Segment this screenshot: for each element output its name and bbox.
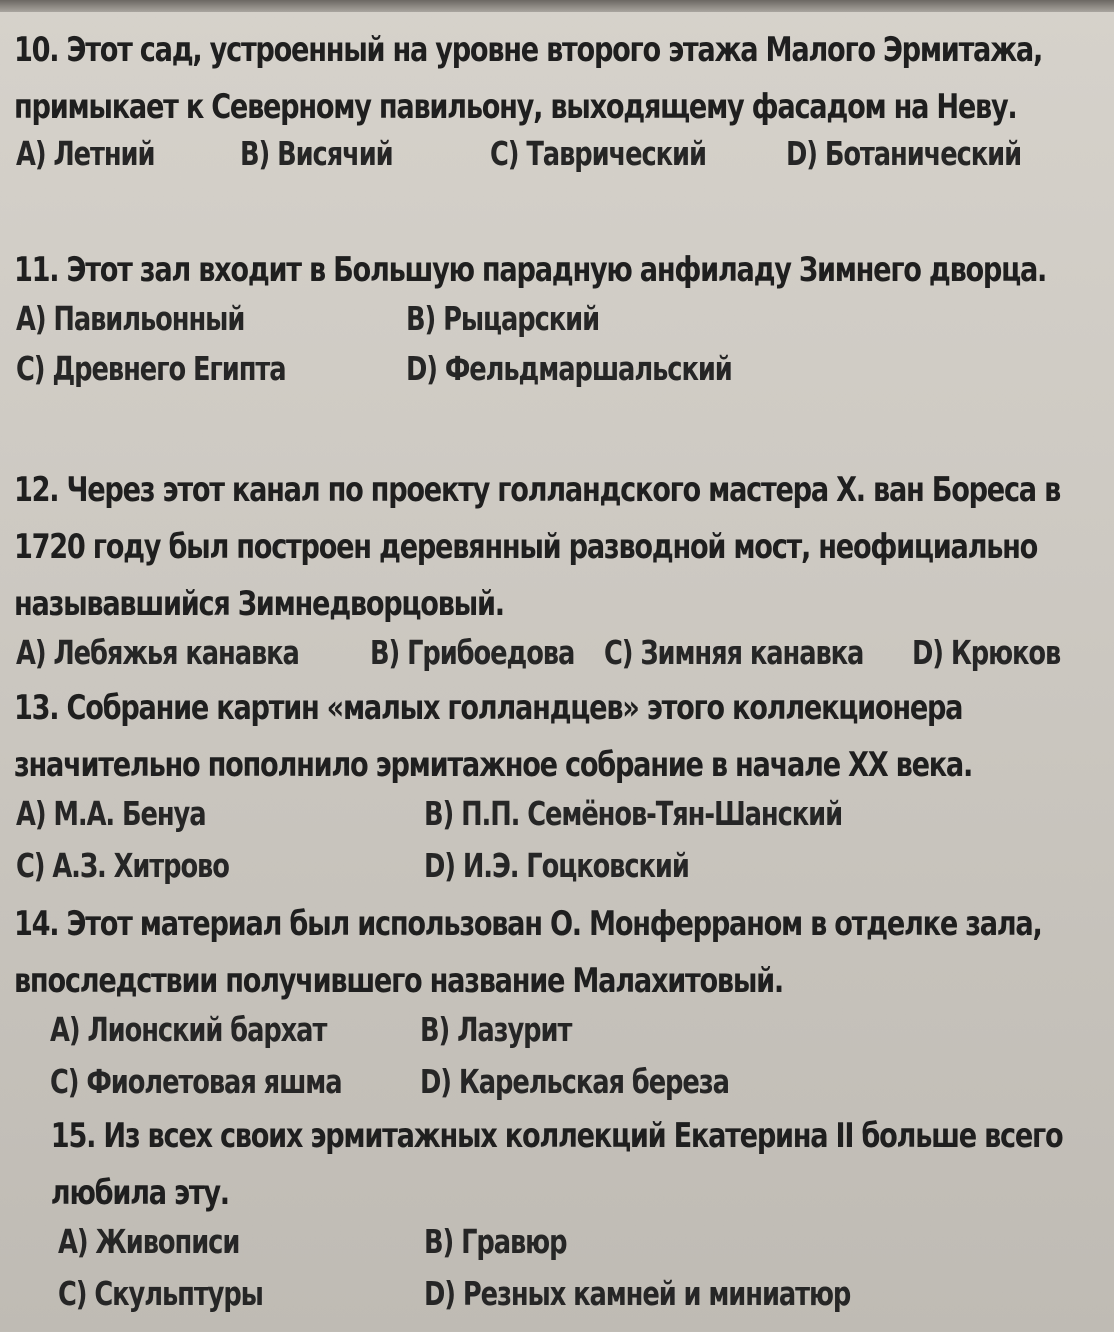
- option-c[interactable]: C) Древнего Египта: [16, 349, 286, 388]
- question-number: 11.: [14, 250, 59, 290]
- option-d[interactable]: D) Ботанический: [786, 134, 1022, 173]
- question-body: Из всех своих эрмитажных коллекций Екатерина II больше всего любила эту.: [50, 1116, 1063, 1213]
- option-b[interactable]: B) Лазурит: [420, 1010, 572, 1049]
- question-text: [14, 680, 1078, 794]
- question-number: 15.: [50, 1116, 96, 1156]
- option-a[interactable]: A) Лионский бархат: [50, 1010, 327, 1049]
- question-13: [14, 680, 1084, 898]
- option-a[interactable]: A) М.А. Бенуа: [16, 794, 206, 833]
- question-body: Этот сад, устроенный на уровне второго этажа Малого Эрмитажа, примыкает к Северному павильону, выходящему фасадом на Неву.: [14, 30, 1043, 127]
- option-a[interactable]: A) Летний: [16, 134, 155, 173]
- option-b[interactable]: B) Рыцарский: [406, 299, 600, 338]
- option-a[interactable]: A) Лебяжья канавка: [16, 633, 299, 672]
- option-b[interactable]: B) Висячий: [240, 134, 393, 173]
- question-11: [14, 242, 1084, 403]
- option-d[interactable]: D) Крюков: [912, 633, 1061, 672]
- question-number: 10.: [14, 30, 59, 70]
- option-d[interactable]: D) Фельдмаршальский: [406, 349, 732, 388]
- option-a[interactable]: A) Павильонный: [16, 299, 245, 338]
- option-d[interactable]: D) И.Э. Гоцковский: [424, 846, 689, 885]
- answer-options: [14, 1056, 1084, 1108]
- answer-options: [14, 343, 1084, 395]
- question-14: [14, 896, 1084, 1114]
- option-c[interactable]: C) Фиолетовая яшма: [50, 1062, 342, 1101]
- question-text: [14, 896, 1078, 1010]
- question-number: 14.: [14, 904, 59, 944]
- answer-options: [14, 1268, 1084, 1320]
- question-text: [14, 1108, 1114, 1222]
- option-c[interactable]: C) А.З. Хитрово: [16, 846, 229, 885]
- question-body: Собрание картин «малых голландцев» этого коллекционера значительно пополнило эрмитажное собрание в начале XX века.: [14, 688, 973, 785]
- question-10: [14, 22, 1084, 188]
- option-c[interactable]: C) Зимняя канавка: [604, 633, 864, 672]
- question-15: [14, 1108, 1084, 1326]
- quiz-page: [14, 0, 1094, 1332]
- answer-options: [14, 128, 1084, 180]
- answer-options: [14, 788, 1084, 840]
- answer-options: [14, 627, 1084, 679]
- option-b[interactable]: B) Гравюр: [424, 1222, 567, 1261]
- option-b[interactable]: B) П.П. Семёнов-Тян-Шанский: [424, 794, 843, 833]
- option-a[interactable]: A) Живописи: [58, 1222, 240, 1261]
- answer-options: [14, 1216, 1084, 1268]
- option-c[interactable]: C) Таврический: [490, 134, 706, 173]
- question-text: [14, 22, 1078, 136]
- question-text: [14, 242, 1078, 299]
- question-12: [14, 462, 1084, 685]
- option-b[interactable]: B) Грибоедова: [370, 633, 575, 672]
- question-number: 12.: [14, 470, 59, 510]
- question-number: 13.: [14, 688, 59, 728]
- option-d[interactable]: D) Резных камней и миниатюр: [424, 1274, 851, 1313]
- answer-options: [14, 1004, 1084, 1056]
- question-body: Этот материал был использован О. Монферраном в отделке зала, впоследствии получившего название Малахитовый.: [14, 904, 1042, 1001]
- answer-options: [14, 293, 1084, 345]
- answer-options: [14, 840, 1084, 892]
- option-d[interactable]: D) Карельская береза: [420, 1062, 729, 1101]
- question-body: Этот зал входит в Большую парадную анфиладу Зимнего дворца.: [66, 250, 1047, 290]
- option-c[interactable]: C) Скульптуры: [58, 1274, 263, 1313]
- question-body: Через этот канал по проекту голландского мастера X. ван Бореса в 1720 году был построен деревянный разводной мост, неофициально называвшийся Зимнедворцовый.: [14, 470, 1061, 624]
- question-text: [14, 462, 1078, 633]
